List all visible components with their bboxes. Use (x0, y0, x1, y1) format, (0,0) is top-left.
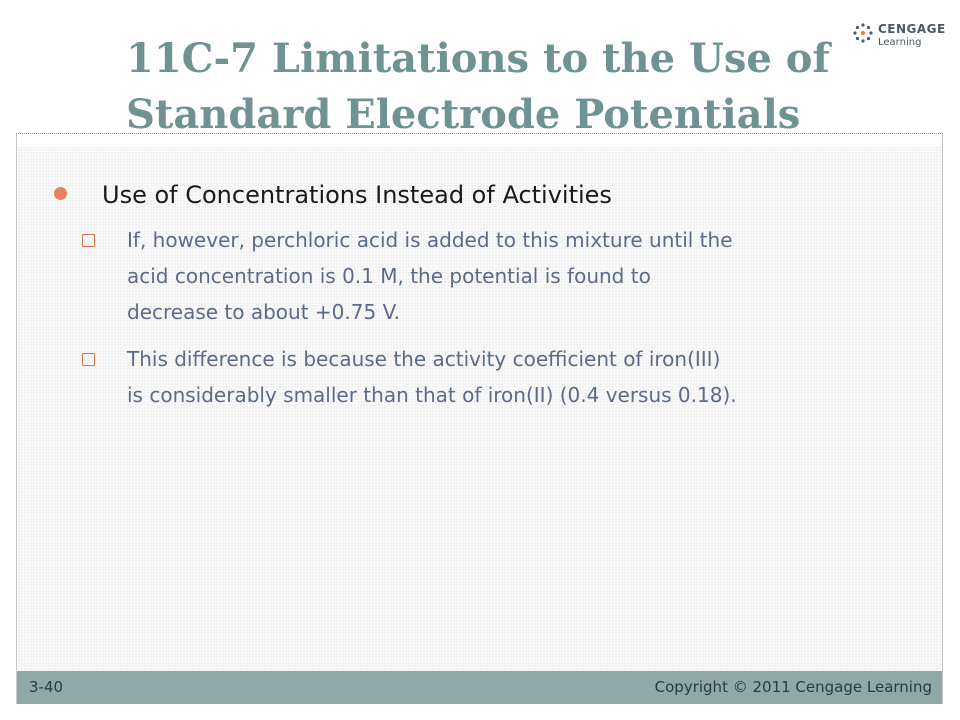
sub-bullet-2-line-1: This difference is because the activity coefficient of iron(III) (127, 347, 721, 371)
sub-bullet-1-line-3: decrease to about +0.75 V. (127, 300, 401, 324)
slide-number: 3-40 (29, 678, 64, 696)
cengage-logo-icon (852, 22, 874, 44)
sub-bullet-1-line-1: If, however, perchloric acid is added to this mixture until the (127, 228, 733, 252)
copyright-notice: Copyright © 2011 Cengage Learning (654, 678, 932, 696)
square-bullet-icon (82, 353, 95, 366)
cengage-logo (836, 14, 946, 64)
slide-title-line-1: 11C-7 Limitations to the Use of (126, 35, 830, 82)
footer-bar (17, 671, 942, 704)
bullet-dot-icon (54, 187, 67, 200)
slide-title-line-2: Standard Electrode Potentials (126, 91, 801, 138)
logo-subtitle: Learning (878, 37, 922, 48)
sub-bullet-2-line-2: is considerably smaller than that of iron(II) (0.4 versus 0.18). (127, 383, 737, 407)
title-area (16, 14, 943, 138)
square-bullet-icon (82, 234, 95, 247)
sub-bullet-1-line-2: acid concentration is 0.1 M, the potential is found to (127, 264, 651, 288)
main-bullet-text: Use of Concentrations Instead of Activities (102, 181, 612, 209)
logo-wordmark: CENGAGE (878, 22, 946, 36)
